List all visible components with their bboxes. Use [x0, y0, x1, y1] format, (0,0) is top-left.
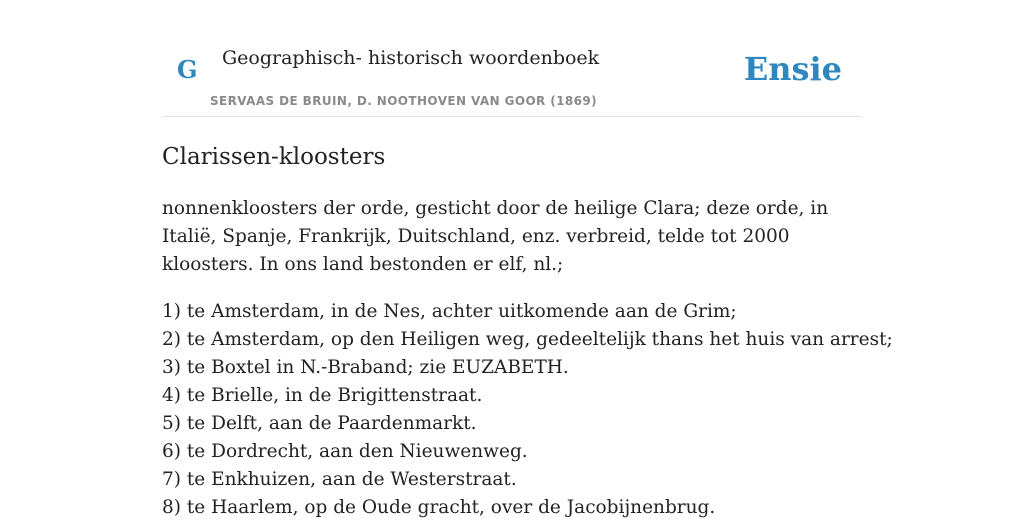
- list-item: 5) te Delft, aan de Paardenmarkt.: [162, 413, 477, 434]
- list-item: 1) te Amsterdam, in de Nes, achter uitkomende aan de Grim;: [162, 301, 737, 322]
- list-item: 2) te Amsterdam, op den Heiligen weg, gedeeltelijk thans het huis van arrest;: [162, 329, 893, 350]
- list-item: 3) te Boxtel in N.-Braband; zie EUZABETH.: [162, 357, 569, 378]
- entry-body: [162, 195, 893, 522]
- book-letter-icon[interactable]: G: [177, 55, 198, 84]
- ensie-logo[interactable]: Ensie: [743, 50, 842, 88]
- entry-intro: nonnenkloosters der orde, gesticht door de heilige Clara; deze orde, in Italië, Spanje, Frankrijk, Duitschland, enz. verbreid, telde tot 2000 kloosters. In ons land bestonden er elf, nl.;: [162, 198, 829, 275]
- book-author: SERVAAS DE BRUIN, D. NOOTHOVEN VAN GOOR (1869): [210, 94, 598, 108]
- list-item: 6) te Dordrecht, aan den Nieuwenweg.: [162, 441, 528, 462]
- list-item: 8) te Haarlem, op de Oude gracht, over de Jacobijnenbrug.: [162, 497, 716, 518]
- convent-list: [162, 298, 893, 522]
- list-item: 4) te Brielle, in de Brigittenstraat.: [162, 385, 483, 406]
- book-title-link[interactable]: Geographisch- historisch woordenboek: [222, 47, 600, 69]
- page: [162, 0, 893, 522]
- entry-title: Clarissen-kloosters: [162, 144, 386, 170]
- list-item: 7) te Enkhuizen, aan de Westerstraat.: [162, 469, 517, 490]
- site-header: [162, 0, 862, 117]
